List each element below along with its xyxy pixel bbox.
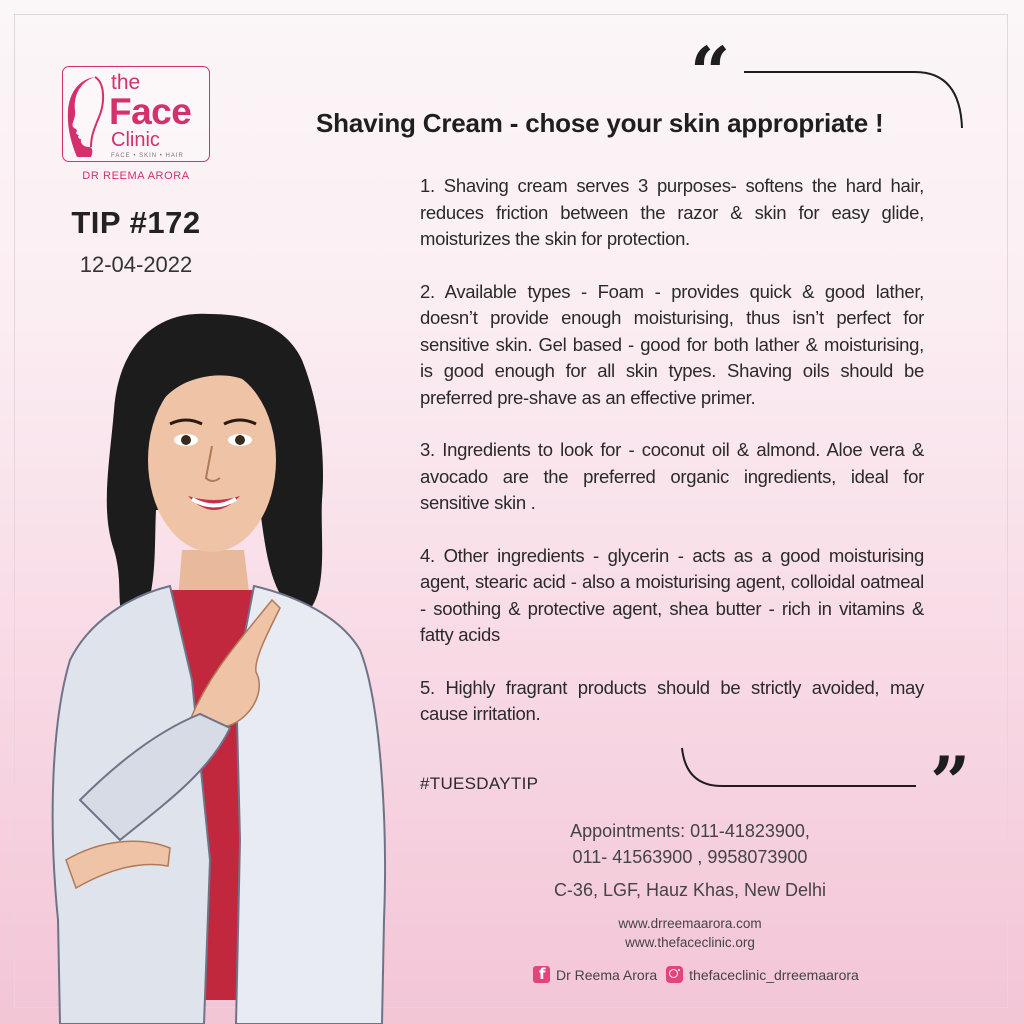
website-link-2[interactable]: www.thefaceclinic.org (625, 935, 755, 950)
logo-text-clinic: Clinic (111, 129, 160, 151)
instagram-icon (666, 966, 683, 983)
face (148, 368, 276, 552)
tip-item-2: 2. Available types - Foam - provides quick & good lather, doesn’t provide enough moisturising, thus isn’t perfect for sensitive skin. Gel based - good for both lather & moisturising, is good enough for all skin types. Shaving oils should be preferred pre-shave as an effective primer. (420, 280, 924, 408)
appointments-line-2: 011- 41563900 , 9958073900 (572, 847, 808, 867)
headline: Shaving Cream - chose your skin appropriate ! (316, 108, 884, 138)
tip-number: TIP #172 (71, 205, 201, 240)
doctor-illustration (40, 300, 400, 1024)
facebook-icon (533, 966, 550, 983)
open-quote-mark: “ (690, 31, 731, 114)
tips-list (420, 173, 924, 754)
right-pupil (235, 435, 245, 445)
tip-item-1: 1. Shaving cream serves 3 purposes- softens the hard hair, reduces friction between the razor & skin for easy glide, moisturizes the skin for protection. (420, 175, 924, 249)
facebook-handle[interactable]: Dr Reema Arora (556, 966, 658, 983)
hashtag: #TUESDAYTIP (420, 774, 539, 793)
tip-item-3: 3. Ingredients to look for - coconut oil & almond. Aloe vera & avocado are the preferred organic ingredients, ideal for sensitive skin . (420, 439, 924, 513)
close-quote-mark: ” (930, 741, 971, 824)
logo-text-face: Face (109, 91, 192, 132)
face-profile-icon (65, 73, 105, 157)
address: C-36, LGF, Hauz Khas, New Delhi (553, 880, 827, 900)
websites (520, 914, 860, 952)
appointments-line-1: Appointments: 011-41823900, (570, 821, 810, 841)
logo-text-the: the (111, 71, 141, 94)
instagram-handle[interactable]: thefaceclinic_drreemaarora (689, 966, 859, 983)
website-link-1[interactable]: www.drreemaarora.com (618, 916, 762, 931)
logo-tagline: FACE • SKIN • HAIR (111, 153, 184, 159)
appointments (520, 818, 860, 870)
doctor-name: DR REEMA ARORA (82, 170, 190, 182)
tip-item-4: 4. Other ingredients - glycerin - acts as a good moisturising agent, stearic acid - also a moisturising agent, colloidal oatmeal - soothing & protective agent, shea butter - rich in vitamins & fatty acids (420, 544, 924, 645)
clinic-logo (62, 66, 210, 162)
tip-item-5: 5. Highly fragrant products should be strictly avoided, may cause irritation. (420, 676, 924, 724)
tip-date: 12-04-2022 (79, 252, 193, 277)
social-links (533, 966, 859, 983)
left-pupil (181, 435, 191, 445)
